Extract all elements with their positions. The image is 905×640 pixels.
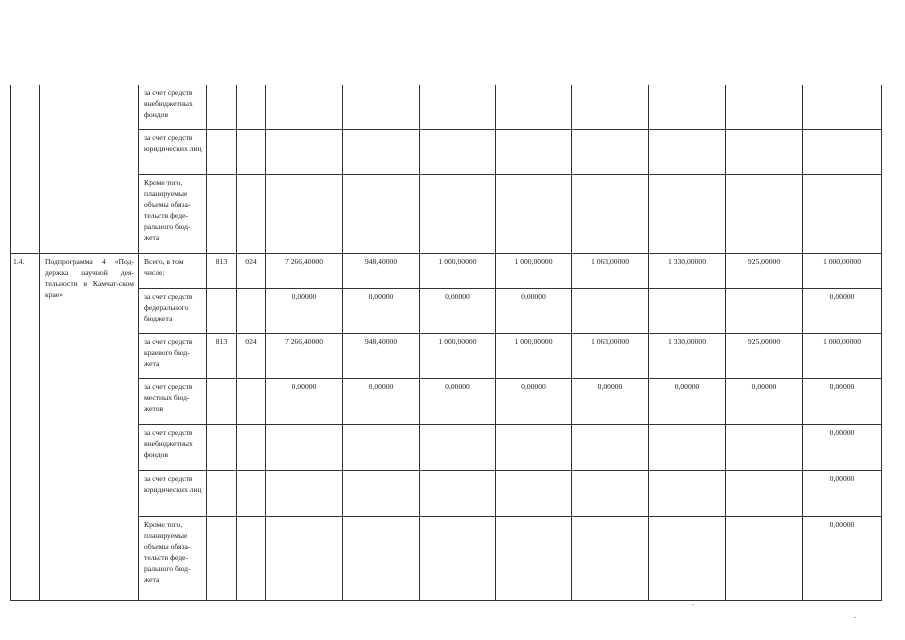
value-cell — [726, 470, 803, 516]
table-row — [11, 470, 882, 516]
value-cell — [420, 174, 496, 253]
value-cell — [572, 470, 649, 516]
value-cell — [649, 516, 726, 600]
table-row — [11, 516, 882, 600]
funding-source-cell: за счет средств федерального бюджета — [139, 288, 207, 333]
value-cell — [420, 85, 496, 129]
funding-source-cell: за счет средств внебюджетных фондов — [139, 424, 207, 470]
index-cell: 1.4. — [11, 253, 40, 600]
table-row — [11, 174, 882, 253]
value-cell: 0,00000 — [803, 378, 882, 424]
code-cell: 024 — [237, 253, 266, 288]
code-cell: 024 — [237, 333, 266, 378]
scan-speck — [854, 617, 856, 618]
budget-table-sheet — [10, 85, 881, 600]
value-cell: 1 000,00000 — [496, 333, 572, 378]
value-cell: 1 063,00000 — [572, 253, 649, 288]
value-cell — [496, 129, 572, 174]
value-cell — [726, 288, 803, 333]
code-cell — [237, 424, 266, 470]
value-cell: 0,00000 — [496, 378, 572, 424]
value-cell — [649, 85, 726, 129]
budget-table — [10, 85, 882, 601]
value-cell: 0,00000 — [266, 288, 343, 333]
value-cell — [649, 470, 726, 516]
code-cell — [237, 288, 266, 333]
funding-source-cell: за счет средств юридических лиц — [139, 129, 207, 174]
code-cell: 813 — [207, 333, 237, 378]
index-cell — [11, 85, 40, 253]
value-cell: 7 266,40000 — [266, 333, 343, 378]
value-cell: 0,00000 — [266, 378, 343, 424]
value-cell: 948,40000 — [343, 253, 420, 288]
code-cell — [237, 516, 266, 600]
value-cell: 1 000,00000 — [803, 333, 882, 378]
code-cell — [207, 129, 237, 174]
funding-source-cell: за счет средств юридических лиц — [139, 470, 207, 516]
value-cell — [420, 470, 496, 516]
funding-source-cell: за счет средств местных бюд-жетов — [139, 378, 207, 424]
value-cell: 0,00000 — [420, 288, 496, 333]
value-cell — [726, 424, 803, 470]
code-cell — [207, 516, 237, 600]
value-cell: 0,00000 — [572, 378, 649, 424]
code-cell — [237, 378, 266, 424]
value-cell — [496, 85, 572, 129]
table-row — [11, 253, 882, 288]
value-cell — [266, 424, 343, 470]
table-row — [11, 129, 882, 174]
value-cell — [266, 516, 343, 600]
table-row — [11, 85, 882, 129]
value-cell: 1 000,00000 — [803, 253, 882, 288]
table-row — [11, 424, 882, 470]
funding-source-cell: за счет средств внебюджетных фондов — [139, 85, 207, 129]
value-cell: 925,00000 — [726, 253, 803, 288]
value-cell — [266, 129, 343, 174]
table-row — [11, 333, 882, 378]
value-cell: 1 330,00000 — [649, 253, 726, 288]
program-cell — [40, 85, 139, 253]
value-cell — [572, 174, 649, 253]
code-cell — [237, 85, 266, 129]
value-cell: 948,40000 — [343, 333, 420, 378]
funding-source-cell: Всего, в том числе: — [139, 253, 207, 288]
code-cell — [207, 470, 237, 516]
value-cell: 1 000,00000 — [420, 253, 496, 288]
value-cell — [572, 424, 649, 470]
funding-source-cell: за счет средств краевого бюд-жета — [139, 333, 207, 378]
value-cell — [420, 516, 496, 600]
code-cell — [207, 174, 237, 253]
value-cell: 1 000,00000 — [496, 253, 572, 288]
code-cell — [207, 424, 237, 470]
value-cell: 7 266,40000 — [266, 253, 343, 288]
value-cell — [726, 516, 803, 600]
value-cell: 0,00000 — [343, 378, 420, 424]
code-cell — [237, 470, 266, 516]
value-cell — [343, 174, 420, 253]
code-cell — [207, 288, 237, 333]
value-cell — [649, 174, 726, 253]
value-cell — [572, 129, 649, 174]
value-cell: 0,00000 — [803, 516, 882, 600]
value-cell — [803, 174, 882, 253]
funding-source-cell: Кроме того, планируемые объемы обяза-тельств феде-рального бюд-жета — [139, 174, 207, 253]
value-cell — [726, 129, 803, 174]
value-cell: 0,00000 — [803, 424, 882, 470]
value-cell — [649, 288, 726, 333]
value-cell — [266, 85, 343, 129]
value-cell — [343, 516, 420, 600]
value-cell — [649, 129, 726, 174]
value-cell — [343, 85, 420, 129]
value-cell: 0,00000 — [803, 288, 882, 333]
value-cell — [496, 424, 572, 470]
value-cell — [266, 174, 343, 253]
value-cell — [572, 85, 649, 129]
value-cell: 0,00000 — [803, 470, 882, 516]
value-cell: 1 063,00000 — [572, 333, 649, 378]
program-cell: Подпрограмма 4 «Под-держка научной дея-тельности в Камчат-ском крае» — [40, 253, 139, 600]
value-cell — [496, 174, 572, 253]
value-cell — [572, 516, 649, 600]
value-cell — [572, 288, 649, 333]
value-cell — [803, 85, 882, 129]
scan-speck — [692, 604, 694, 605]
code-cell — [237, 129, 266, 174]
value-cell: 0,00000 — [726, 378, 803, 424]
value-cell: 0,00000 — [496, 288, 572, 333]
value-cell — [726, 85, 803, 129]
code-cell — [207, 378, 237, 424]
value-cell — [420, 424, 496, 470]
code-cell — [237, 174, 266, 253]
value-cell — [803, 129, 882, 174]
value-cell: 1 000,00000 — [420, 333, 496, 378]
value-cell: 925,00000 — [726, 333, 803, 378]
code-cell — [207, 85, 237, 129]
value-cell — [343, 470, 420, 516]
value-cell — [649, 424, 726, 470]
value-cell — [266, 470, 343, 516]
value-cell — [420, 129, 496, 174]
table-row — [11, 288, 882, 333]
value-cell: 0,00000 — [343, 288, 420, 333]
funding-source-cell: Кроме того, планируемые объемы обяза-тельств феде-рального бюд-жета — [139, 516, 207, 600]
value-cell — [496, 470, 572, 516]
value-cell — [343, 424, 420, 470]
value-cell: 1 330,00000 — [649, 333, 726, 378]
value-cell: 0,00000 — [420, 378, 496, 424]
code-cell: 813 — [207, 253, 237, 288]
value-cell: 0,00000 — [649, 378, 726, 424]
value-cell — [496, 516, 572, 600]
table-row — [11, 378, 882, 424]
value-cell — [343, 129, 420, 174]
value-cell — [726, 174, 803, 253]
